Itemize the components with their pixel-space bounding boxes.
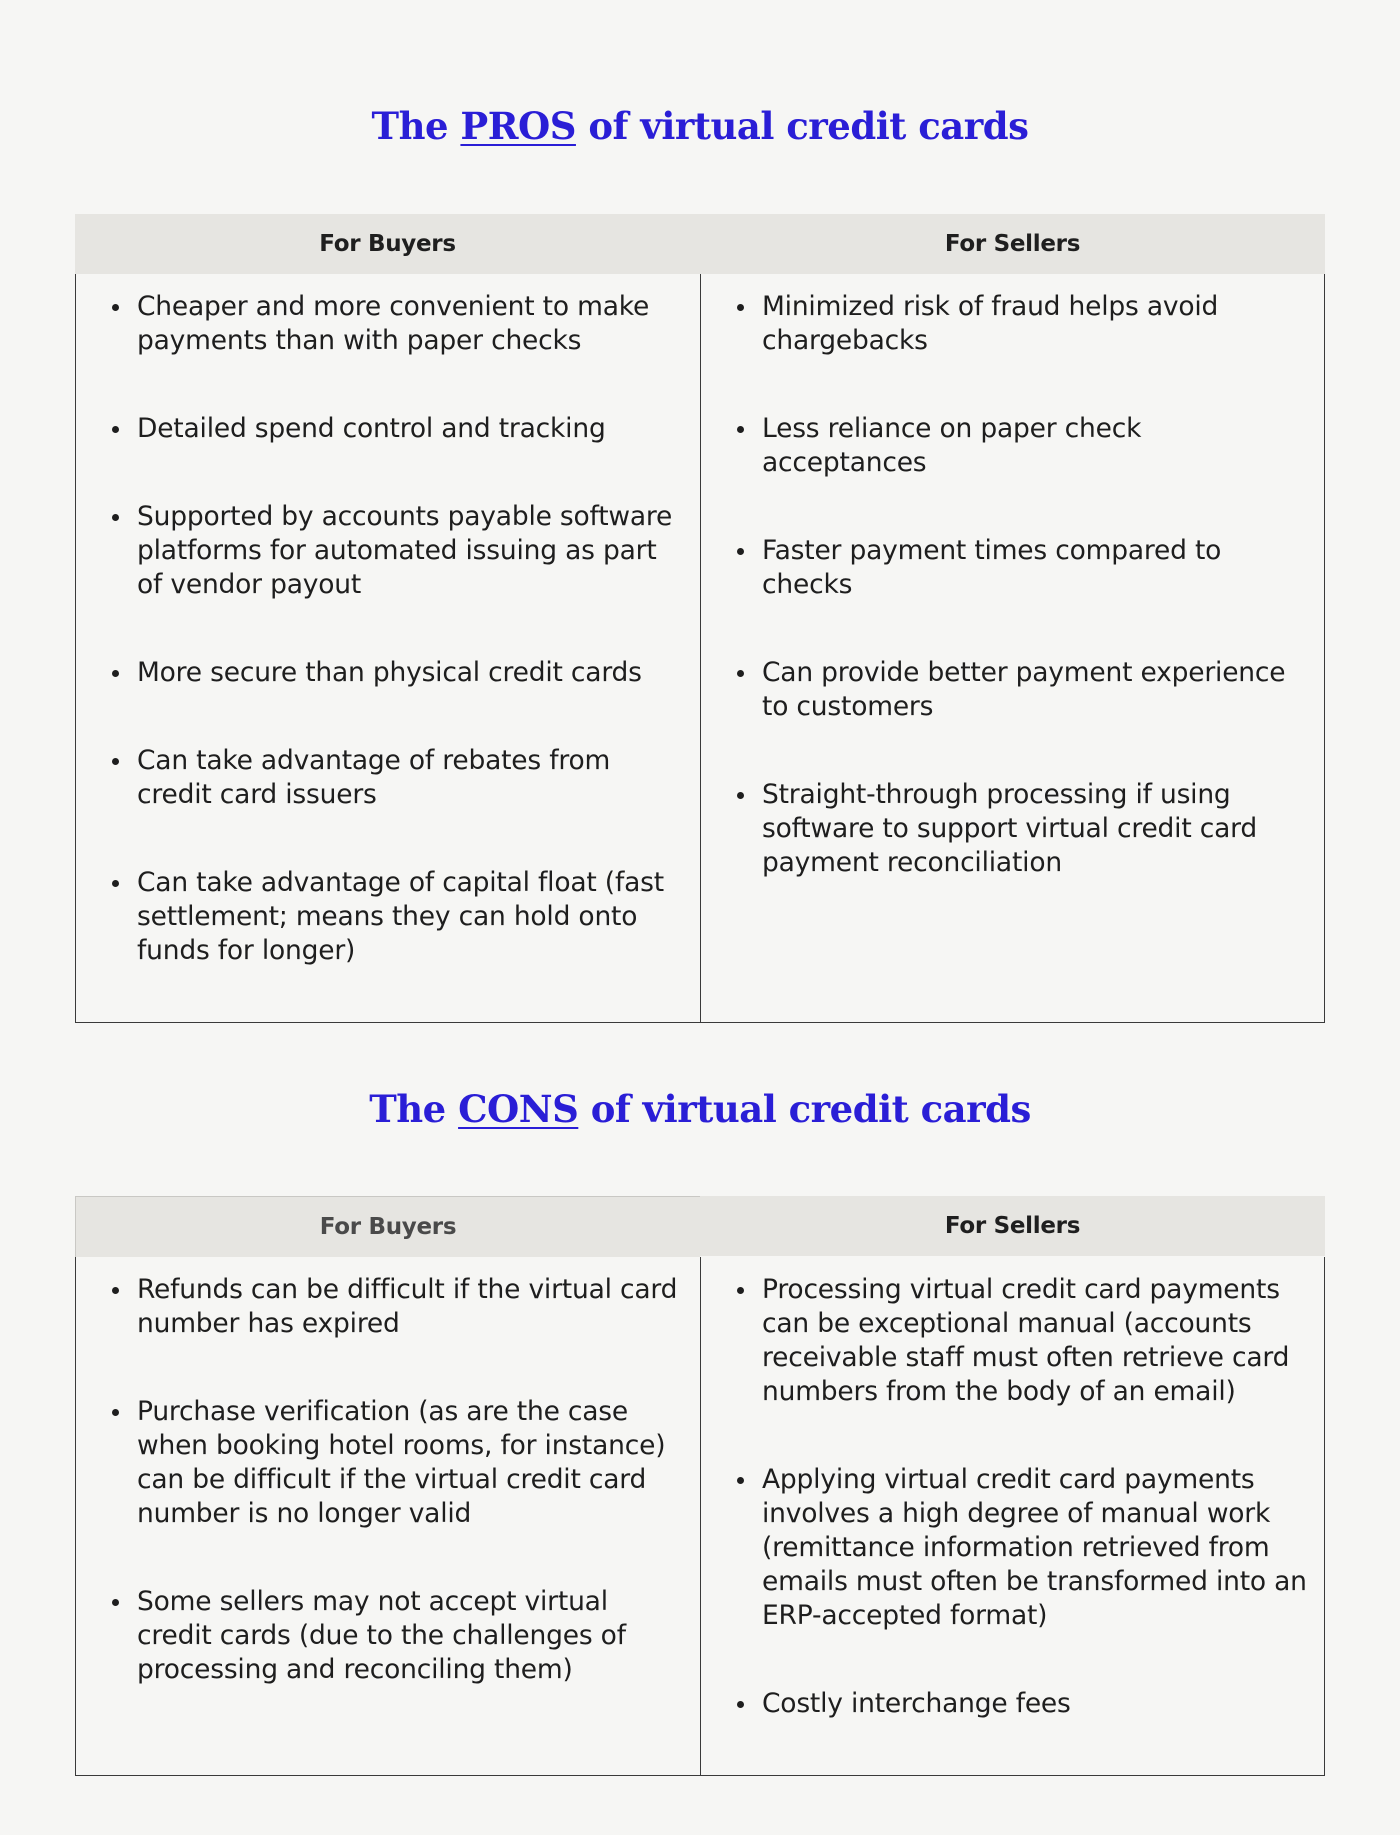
list-item: Can take advantage of capital float (fast settlement; means they can hold onto funds for longer) <box>92 866 684 968</box>
pros-sellers-list <box>717 290 1308 880</box>
list-item: Less reliance on paper check acceptances <box>717 412 1308 480</box>
cons-header-sellers: For Sellers <box>700 1196 1325 1256</box>
pros-title-keyword: PROS <box>460 104 576 148</box>
list-item: More secure than physical credit cards <box>92 656 684 690</box>
pros-title-prefix: The <box>371 104 449 148</box>
list-item: Some sellers may not accept virtual credit cards (due to the challenges of processing and reconciling them) <box>92 1585 684 1687</box>
list-item: Processing virtual credit card payments can be exceptional manual (accounts receivable staff must often retrieve card numbers from the body of an email) <box>717 1273 1308 1409</box>
list-item: Refunds can be difficult if the virtual card number has expired <box>92 1273 684 1341</box>
list-item: Minimized risk of fraud helps avoid chargebacks <box>717 290 1308 358</box>
list-item: Supported by accounts payable software platforms for automated issuing as part of vendor payout <box>92 500 684 602</box>
list-item: Can provide better payment experience to customers <box>717 656 1308 724</box>
list-item: Detailed spend control and tracking <box>92 412 684 446</box>
pros-table <box>75 214 1325 982</box>
cons-title-prefix: The <box>369 1087 446 1131</box>
cons-header-buyers: For Buyers <box>75 1196 700 1257</box>
cons-title-suffix: of virtual credit cards <box>590 1087 1031 1131</box>
cons-title <box>0 1087 1400 1131</box>
list-item: Costly interchange fees <box>717 1687 1308 1721</box>
cons-sellers-cell <box>700 1257 1325 1776</box>
cons-buyers-cell <box>75 1257 700 1776</box>
list-item: Faster payment times compared to checks <box>717 534 1308 602</box>
cons-table <box>75 1196 1325 1734</box>
list-item: Can take advantage of rebates from credit card issuers <box>92 744 684 812</box>
cons-sellers-list <box>717 1273 1308 1721</box>
list-item: Purchase verification (as are the case when booking hotel rooms, for instance) can be difficult if the virtual credit card number is no longer valid <box>92 1395 684 1531</box>
pros-title <box>0 104 1400 148</box>
pros-buyers-cell <box>75 274 700 1023</box>
pros-title-suffix: of virtual credit cards <box>588 104 1029 148</box>
cons-title-keyword: CONS <box>458 1087 579 1131</box>
pros-header-sellers: For Sellers <box>700 214 1325 274</box>
pros-buyers-list <box>92 290 684 968</box>
pros-header-buyers: For Buyers <box>75 214 700 274</box>
list-item: Straight-through processing if using software to support virtual credit card payment reconciliation <box>717 778 1308 880</box>
list-item: Applying virtual credit card payments involves a high degree of manual work (remittance information retrieved from emails must often be transformed into an ERP-accepted format) <box>717 1463 1308 1633</box>
list-item: Cheaper and more convenient to make payments than with paper checks <box>92 290 684 358</box>
cons-buyers-list <box>92 1273 684 1687</box>
pros-sellers-cell <box>700 274 1325 1023</box>
